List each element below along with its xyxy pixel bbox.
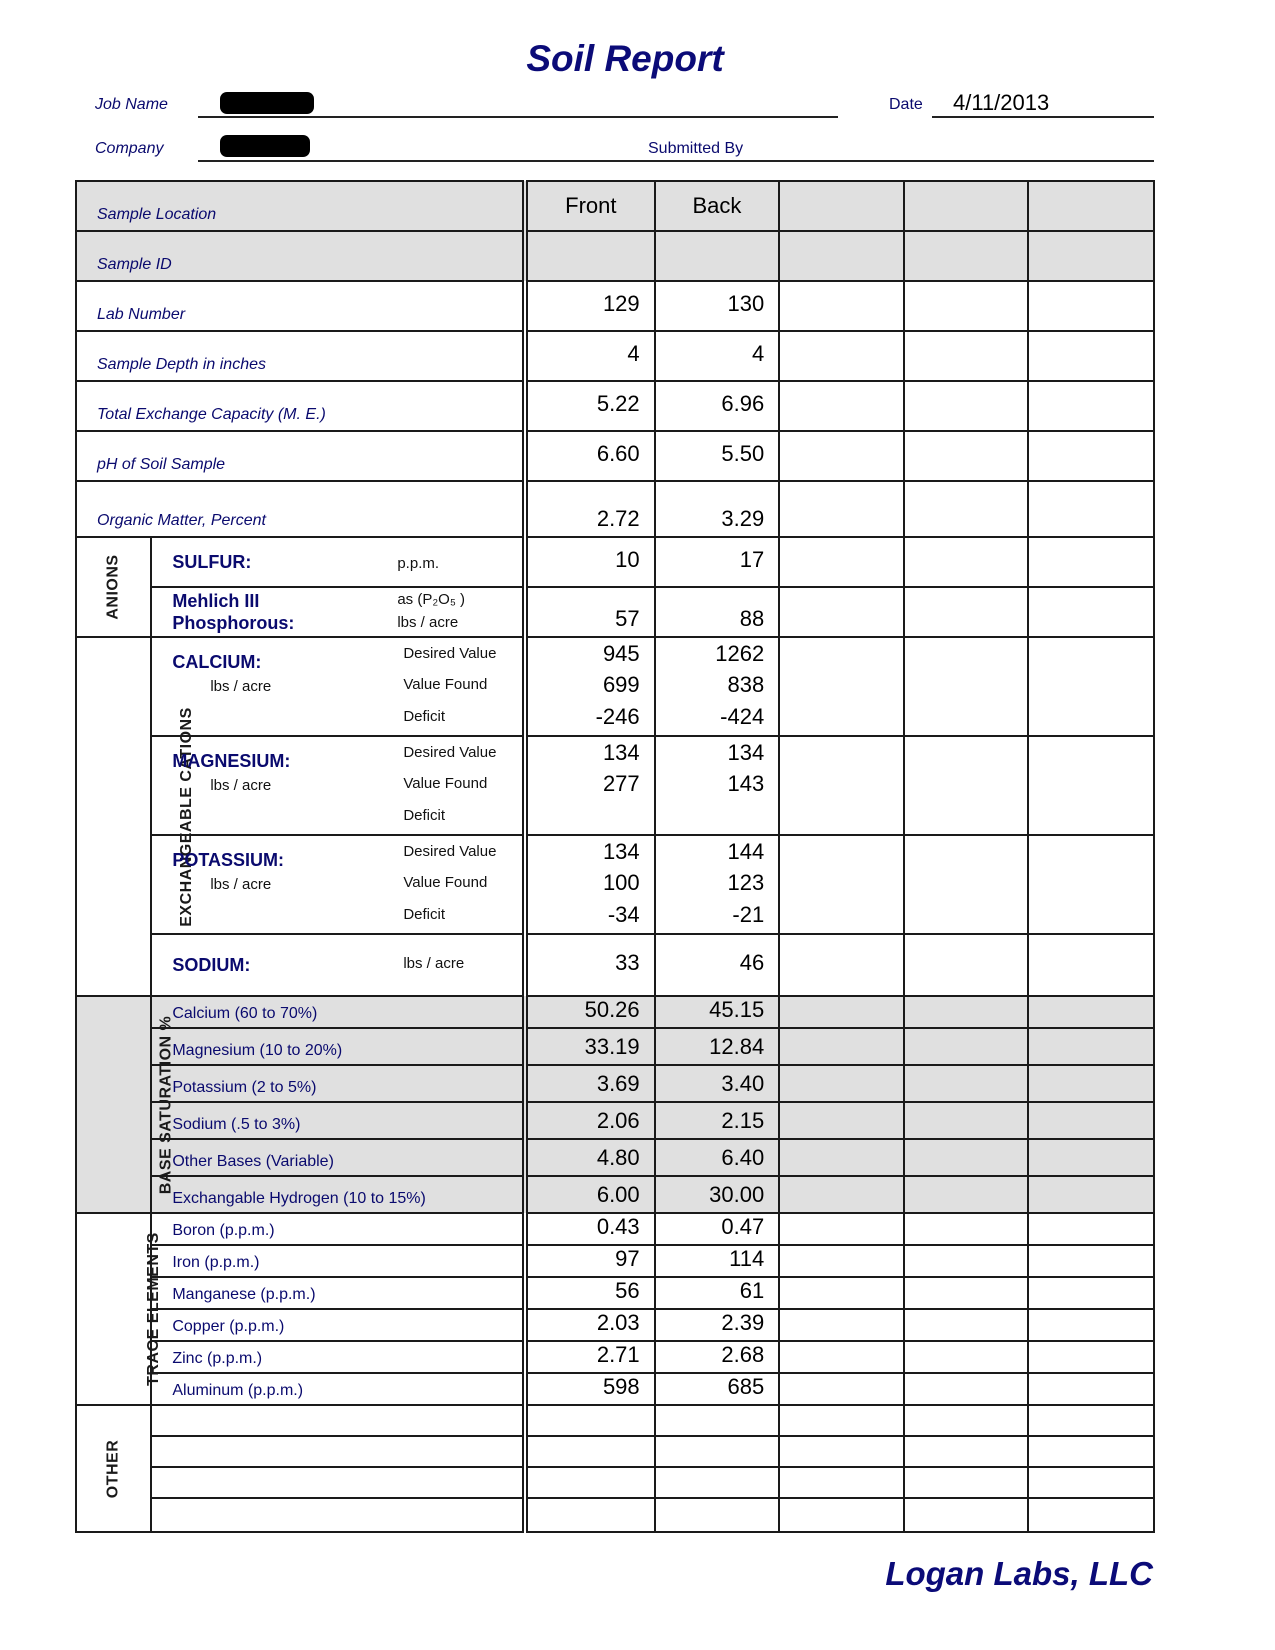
empty-cell (1028, 1309, 1154, 1341)
col-front-header: Front (525, 181, 655, 231)
empty-cell (779, 1065, 904, 1102)
empty-cell (1028, 1102, 1154, 1139)
empty-cell (779, 637, 904, 736)
company-redacted (220, 135, 310, 157)
empty-cell (904, 1405, 1029, 1436)
row-base-sat (76, 1176, 1154, 1213)
empty-cell (779, 231, 904, 281)
empty-cell (779, 1341, 904, 1373)
sulfur-unit: p.p.m. (397, 555, 440, 572)
row-trace (76, 1213, 1154, 1245)
row-trace (76, 1277, 1154, 1309)
empty-cell (1028, 1176, 1154, 1213)
magnesium-unit: lbs / acre (210, 777, 272, 794)
empty-cell (655, 1405, 780, 1436)
job-name-redacted (220, 92, 314, 114)
empty-cell (1028, 736, 1154, 835)
row-trace (76, 1245, 1154, 1277)
row-organic-matter (76, 481, 1154, 537)
empty-cell (904, 1102, 1029, 1139)
magnesium-back: 134 143 (655, 736, 780, 835)
empty-cell (904, 1213, 1029, 1245)
value-front: 4 (525, 331, 655, 381)
empty-cell (904, 1309, 1029, 1341)
row-magnesium (76, 736, 1154, 835)
trace-label: Aluminum (p.p.m.) (151, 1373, 525, 1405)
row-tec (76, 381, 1154, 431)
value-back: 61 (655, 1277, 780, 1309)
potassium-sublabels: Desired Value Value Found Deficit (403, 842, 497, 924)
value-back: 685 (655, 1373, 780, 1405)
empty-cell (525, 1498, 655, 1532)
empty-cell (1028, 537, 1154, 587)
row-sample-location (76, 181, 1154, 231)
sulfur-label: SULFUR: (172, 551, 252, 572)
empty-cell (525, 231, 655, 281)
empty-cell (904, 431, 1029, 481)
value-back: 3.29 (655, 481, 780, 537)
value-front: 33.19 (525, 1028, 655, 1065)
row-other (76, 1405, 1154, 1436)
empty-cell (904, 1277, 1029, 1309)
calcium-label: CALCIUM: (172, 652, 262, 672)
empty-cell (1028, 1373, 1154, 1405)
empty-cell (151, 1436, 525, 1467)
empty-cell (1028, 431, 1154, 481)
row-base-sat (76, 1028, 1154, 1065)
empty-cell (779, 1245, 904, 1277)
potassium-back: 144 123 -21 (655, 835, 780, 934)
row-base-sat (76, 1065, 1154, 1102)
potassium-label-cell (151, 835, 525, 934)
empty-cell (779, 431, 904, 481)
section-trace-elements: TRACE ELEMENTS (76, 1213, 151, 1405)
row-base-sat (76, 996, 1154, 1028)
value-front: 5.22 (525, 381, 655, 431)
empty-cell (779, 835, 904, 934)
empty-cell (1028, 1498, 1154, 1532)
value-front: 6.60 (525, 431, 655, 481)
date-line (932, 116, 1154, 118)
value-back: 45.15 (655, 996, 780, 1028)
empty-cell (1028, 1139, 1154, 1176)
calcium-sublabels: Desired Value Value Found Deficit (403, 644, 497, 726)
value-front: 97 (525, 1245, 655, 1277)
value-front: 10 (525, 537, 655, 587)
value-front: 2.06 (525, 1102, 655, 1139)
empty-cell (779, 1405, 904, 1436)
empty-cell (1028, 181, 1154, 231)
value-front: 50.26 (525, 996, 655, 1028)
base-sat-label: Magnesium (10 to 20%) (151, 1028, 525, 1065)
empty-cell (904, 637, 1029, 736)
trace-label: Zinc (p.p.m.) (151, 1341, 525, 1373)
value-back: 2.68 (655, 1341, 780, 1373)
company-line (198, 160, 1154, 162)
empty-cell (1028, 1436, 1154, 1467)
empty-cell (779, 1139, 904, 1176)
empty-cell (779, 1436, 904, 1467)
phosphorous-label-cell (151, 587, 525, 637)
empty-cell (779, 1028, 904, 1065)
sulfur-label-cell (151, 537, 525, 587)
empty-cell (904, 481, 1029, 537)
empty-cell (1028, 1341, 1154, 1373)
empty-cell (904, 1341, 1029, 1373)
value-back: 4 (655, 331, 780, 381)
empty-cell (1028, 835, 1154, 934)
value-back: 12.84 (655, 1028, 780, 1065)
empty-cell (904, 1245, 1029, 1277)
empty-cell (655, 231, 780, 281)
value-back: 130 (655, 281, 780, 331)
section-anions: ANIONS (76, 537, 151, 637)
empty-cell (904, 231, 1029, 281)
value-back: 88 (655, 587, 780, 637)
empty-cell (1028, 1028, 1154, 1065)
calcium-front: 945 699 -246 (525, 637, 655, 736)
empty-cell (904, 1436, 1029, 1467)
job-name-line (198, 116, 838, 118)
row-lab-number (76, 281, 1154, 331)
empty-cell (1028, 1467, 1154, 1498)
value-back: 3.40 (655, 1065, 780, 1102)
empty-cell (779, 736, 904, 835)
empty-cell (779, 1498, 904, 1532)
row-potassium (76, 835, 1154, 934)
phosphorous-unit-2: lbs / acre (397, 614, 459, 631)
empty-cell (1028, 637, 1154, 736)
empty-cell (904, 181, 1029, 231)
empty-cell (904, 1065, 1029, 1102)
empty-cell (1028, 1065, 1154, 1102)
magnesium-label: MAGNESIUM: (172, 751, 291, 771)
empty-cell (1028, 587, 1154, 637)
empty-cell (779, 1277, 904, 1309)
empty-cell (1028, 1245, 1154, 1277)
lab-number-label: Lab Number (76, 281, 525, 331)
empty-cell (904, 1498, 1029, 1532)
trace-label: Iron (p.p.m.) (151, 1245, 525, 1277)
sodium-label: SODIUM: (172, 954, 251, 975)
value-front: 2.03 (525, 1309, 655, 1341)
phosphorous-label-2: Phosphorous: (172, 613, 295, 633)
empty-cell (1028, 381, 1154, 431)
empty-cell (904, 736, 1029, 835)
date-label: Date (889, 96, 923, 113)
organic-matter-label: Organic Matter, Percent (76, 481, 525, 537)
row-trace (76, 1309, 1154, 1341)
section-other: OTHER (76, 1405, 151, 1532)
empty-cell (904, 331, 1029, 381)
value-front: 57 (525, 587, 655, 637)
magnesium-front: 134 277 (525, 736, 655, 835)
empty-cell (779, 181, 904, 231)
base-sat-label: Exchangable Hydrogen (10 to 15%) (151, 1176, 525, 1213)
empty-cell (904, 996, 1029, 1028)
value-back: 30.00 (655, 1176, 780, 1213)
ph-label: pH of Soil Sample (76, 431, 525, 481)
empty-cell (904, 381, 1029, 431)
row-base-sat (76, 1102, 1154, 1139)
empty-cell (525, 1436, 655, 1467)
empty-cell (904, 934, 1029, 996)
job-name-label: Job Name (95, 96, 168, 113)
value-back: 2.39 (655, 1309, 780, 1341)
value-front: 33 (525, 934, 655, 996)
empty-cell (655, 1436, 780, 1467)
value-front: 4.80 (525, 1139, 655, 1176)
empty-cell (779, 1102, 904, 1139)
potassium-unit: lbs / acre (210, 876, 272, 893)
trace-label: Copper (p.p.m.) (151, 1309, 525, 1341)
value-front: 56 (525, 1277, 655, 1309)
empty-cell (779, 1176, 904, 1213)
row-phosphorous (76, 587, 1154, 637)
row-trace (76, 1373, 1154, 1405)
soil-results-table (75, 180, 1155, 1533)
row-sample-id (76, 231, 1154, 281)
value-back: 0.47 (655, 1213, 780, 1245)
empty-cell (779, 481, 904, 537)
magnesium-label-cell (151, 736, 525, 835)
company-logo-text: Logan Labs, LLC (885, 1555, 1153, 1592)
sample-location-label: Sample Location (76, 181, 525, 231)
empty-cell (1028, 231, 1154, 281)
empty-cell (904, 1176, 1029, 1213)
trace-label: Manganese (p.p.m.) (151, 1277, 525, 1309)
empty-cell (151, 1467, 525, 1498)
row-trace (76, 1341, 1154, 1373)
empty-cell (525, 1405, 655, 1436)
empty-cell (904, 537, 1029, 587)
value-back: 17 (655, 537, 780, 587)
row-other (76, 1436, 1154, 1467)
calcium-back: 1262 838 -424 (655, 637, 780, 736)
sample-id-label: Sample ID (76, 231, 525, 281)
section-exchangeable-cations: EXCHANGEABLE CATIONS (76, 637, 151, 996)
base-sat-label: Potassium (2 to 5%) (151, 1065, 525, 1102)
empty-cell (779, 1309, 904, 1341)
empty-cell (904, 1373, 1029, 1405)
company-label: Company (95, 140, 164, 157)
value-front: 0.43 (525, 1213, 655, 1245)
empty-cell (779, 381, 904, 431)
value-front: 2.72 (525, 481, 655, 537)
empty-cell (779, 1467, 904, 1498)
value-back: 2.15 (655, 1102, 780, 1139)
base-sat-label: Other Bases (Variable) (151, 1139, 525, 1176)
row-other (76, 1498, 1154, 1532)
phosphorous-unit-1: as (P₂O₅ ) (397, 591, 466, 608)
empty-cell (655, 1498, 780, 1532)
empty-cell (779, 587, 904, 637)
value-front: 598 (525, 1373, 655, 1405)
base-sat-label: Calcium (60 to 70%) (151, 996, 525, 1028)
base-sat-label: Sodium (.5 to 3%) (151, 1102, 525, 1139)
empty-cell (779, 1373, 904, 1405)
potassium-label: POTASSIUM: (172, 850, 285, 870)
row-other (76, 1467, 1154, 1498)
row-ph (76, 431, 1154, 481)
empty-cell (904, 587, 1029, 637)
empty-cell (779, 537, 904, 587)
empty-cell (1028, 1277, 1154, 1309)
value-front: 6.00 (525, 1176, 655, 1213)
row-base-sat (76, 1139, 1154, 1176)
sample-depth-label: Sample Depth in inches (76, 331, 525, 381)
value-back: 6.96 (655, 381, 780, 431)
empty-cell (655, 1467, 780, 1498)
date-value: 4/11/2013 (953, 90, 1050, 115)
row-sodium (76, 934, 1154, 996)
col-back-header: Back (655, 181, 780, 231)
empty-cell (1028, 281, 1154, 331)
section-base-saturation: BASE SATURATION % (76, 996, 151, 1213)
row-sulfur (76, 537, 1154, 587)
empty-cell (779, 996, 904, 1028)
empty-cell (1028, 481, 1154, 537)
empty-cell (904, 1028, 1029, 1065)
empty-cell (904, 1139, 1029, 1176)
calcium-label-cell (151, 637, 525, 736)
empty-cell (151, 1498, 525, 1532)
magnesium-sublabels: Desired Value Value Found Deficit (403, 743, 497, 825)
empty-cell (151, 1405, 525, 1436)
row-sample-depth (76, 331, 1154, 381)
empty-cell (525, 1467, 655, 1498)
value-back: 46 (655, 934, 780, 996)
value-front: 129 (525, 281, 655, 331)
empty-cell (1028, 1213, 1154, 1245)
empty-cell (1028, 1405, 1154, 1436)
calcium-unit: lbs / acre (210, 678, 272, 695)
value-front: 2.71 (525, 1341, 655, 1373)
potassium-front: 134 100 -34 (525, 835, 655, 934)
empty-cell (779, 934, 904, 996)
tec-label: Total Exchange Capacity (M. E.) (76, 381, 525, 431)
trace-label: Boron (p.p.m.) (151, 1213, 525, 1245)
value-front: 3.69 (525, 1065, 655, 1102)
empty-cell (904, 835, 1029, 934)
submitted-by-label: Submitted By (648, 140, 744, 157)
value-back: 114 (655, 1245, 780, 1277)
empty-cell (1028, 996, 1154, 1028)
sodium-label-cell (151, 934, 525, 996)
empty-cell (1028, 331, 1154, 381)
empty-cell (904, 1467, 1029, 1498)
value-back: 6.40 (655, 1139, 780, 1176)
empty-cell (779, 1213, 904, 1245)
value-back: 5.50 (655, 431, 780, 481)
empty-cell (1028, 934, 1154, 996)
empty-cell (779, 281, 904, 331)
page-title: Soil Report (526, 38, 724, 79)
sodium-unit: lbs / acre (403, 955, 465, 972)
phosphorous-label-1: Mehlich III (172, 591, 260, 611)
empty-cell (904, 281, 1029, 331)
empty-cell (779, 331, 904, 381)
row-calcium (76, 637, 1154, 736)
